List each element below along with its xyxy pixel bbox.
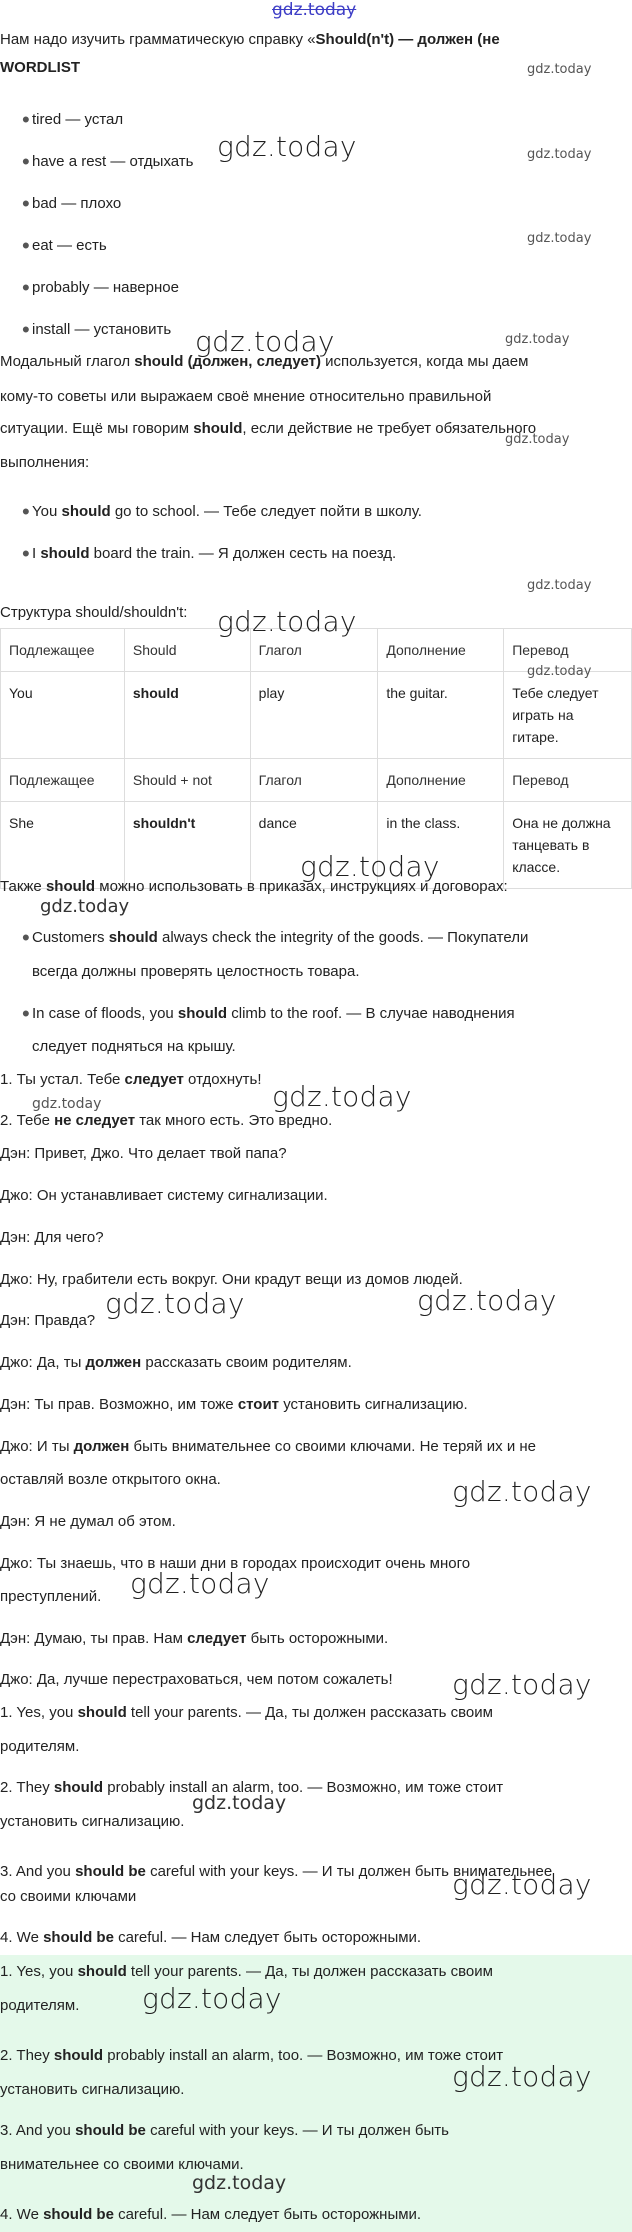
bold-text: should (193, 420, 243, 437)
table-header-row (1, 759, 632, 802)
text: Customers (32, 929, 109, 946)
dialogue-line: Джо: Ну, грабители есть вокруг. Они крадут вещи из домов людей. (0, 1271, 463, 1288)
table-cell: Подлежащее (1, 629, 125, 672)
bold-text: should (должен, следует) (134, 353, 321, 370)
text: careful. — Нам следует быть осторожными. (113, 1929, 422, 1946)
bullet-dot: • (22, 499, 30, 524)
table-cell: Дополнение (378, 629, 504, 672)
text: Джо: Да, ты (0, 1354, 86, 1371)
bullet-dot: • (22, 107, 30, 132)
watermark: gdz.today (40, 896, 130, 917)
watermark: gdz.today (452, 1868, 592, 1901)
text: Джо: И ты (0, 1438, 74, 1455)
text: 1. Yes, you (0, 1704, 78, 1721)
answer-line: со своими ключами (0, 1888, 137, 1905)
dialogue-line: преступлений. (0, 1588, 102, 1605)
dialogue-line: Джо: Да, лучше перестраховаться, чем потом сожалеть! (0, 1671, 393, 1688)
text: 3. And you (0, 1863, 76, 1880)
bold-text: should (53, 1779, 104, 1796)
watermark: gdz.today (105, 1287, 245, 1320)
bullet-dot: • (22, 925, 30, 950)
answer-line (0, 1070, 262, 1090)
dialogue-line: Дэн: Для чего? (0, 1229, 104, 1246)
table-cell: shouldn't (124, 802, 250, 889)
text: отдохнуть! (183, 1071, 262, 1088)
bullet-dot: • (22, 191, 30, 216)
answer-line (0, 1703, 493, 1723)
text: установить сигнализацию. (279, 1396, 468, 1413)
watermark: gdz.today (300, 850, 440, 883)
table-cell: in the class. (378, 802, 504, 889)
table-cell: Глагол (250, 629, 378, 672)
bold-text: should (61, 503, 111, 520)
word-item: install — установить (32, 321, 172, 338)
bold-text: should be (75, 1863, 146, 1880)
watermark: gdz.today (505, 332, 570, 347)
dialogue-line: Джо: Ты знаешь, что в наши дни в городах происходит очень много (0, 1555, 471, 1572)
text: 1. Yes, you (0, 1963, 78, 1980)
text: go to school. — Тебе следует пойти в школу. (110, 503, 422, 520)
grammar-line (0, 419, 536, 439)
bold-text: should (45, 878, 96, 895)
bold-text: should (108, 929, 158, 946)
watermark: gdz.today (527, 147, 592, 162)
answer-line (0, 1111, 332, 1131)
text: 2. Тебе (0, 1112, 55, 1129)
example-item (32, 928, 528, 948)
watermark: gdz.today (452, 1475, 592, 1508)
intro-line (0, 30, 500, 50)
table-cell: Глагол (250, 759, 378, 802)
bold-text: should (40, 545, 90, 562)
watermark: gdz.today (505, 432, 570, 447)
intro-text: Нам надо изучить грамматическую справку « (0, 31, 316, 48)
text: можно использовать в приказах, инструкциях и договорах: (95, 878, 508, 895)
text: 2. They (0, 2047, 54, 2064)
text: 3. And you (0, 2122, 76, 2139)
text: In case of floods, you (32, 1005, 178, 1022)
watermark: gdz.today (527, 62, 592, 77)
text: 4. We (0, 2206, 44, 2223)
structure-heading: Структура should/shouldn't: (0, 604, 188, 621)
text: You (32, 503, 62, 520)
bold-text: следует (187, 1630, 247, 1647)
example-item-cont: всегда должны проверять целостность товара. (32, 963, 360, 980)
watermark: gdz.today (452, 1668, 592, 1701)
watermark: gdz.today (142, 1982, 282, 2015)
table-cell: Дополнение (378, 759, 504, 802)
text: Дэн: Думаю, ты прав. Нам (0, 1630, 188, 1647)
text: probably install an alarm, too. — Возможно, им тоже стоит (103, 1779, 504, 1796)
example-item (32, 502, 422, 522)
answer-line (0, 1928, 421, 1948)
dialogue-line (0, 1629, 388, 1649)
watermark: gdz.today (417, 1284, 557, 1317)
dialogue-line: Дэн: Привет, Джо. Что делает твой папа? (0, 1145, 287, 1162)
wordlist-heading: WORDLIST (0, 59, 80, 76)
table-cell: Перевод (504, 629, 632, 672)
dialogue-line (0, 1395, 468, 1415)
text: tell your parents. — Да, ты должен рассказать своим (126, 1963, 493, 1980)
dialogue-line: оставляй возле открытого окна. (0, 1471, 221, 1488)
text: careful with your keys. — И ты должен быть (145, 2122, 449, 2139)
text: I (32, 545, 41, 562)
text: быть осторожными. (246, 1630, 389, 1647)
text: careful with your keys. — И ты должен быть внимательнее (145, 1863, 553, 1880)
example-item-cont: следует подняться на крышу. (32, 1038, 236, 1055)
dialogue-line: Джо: Он устанавливает систему сигнализации. (0, 1187, 328, 1204)
watermark: gdz.today (32, 1096, 102, 1112)
bold-text: should (77, 1704, 127, 1721)
bullet-dot: • (22, 1001, 30, 1026)
table-cell: dance (250, 802, 378, 889)
answer-line: установить сигнализацию. (0, 1813, 185, 1830)
text: быть внимательнее со своими ключами. Не теряй их и не (129, 1438, 537, 1455)
final-answer-line: установить сигнализацию. (0, 2081, 185, 2098)
intro-bold: Should(n't) — должен (не (315, 31, 500, 48)
text: рассказать своим родителям. (141, 1354, 352, 1371)
text: probably install an alarm, too. — Возможно, им тоже стоит (103, 2047, 504, 2064)
watermark: gdz.today (527, 231, 592, 246)
final-answer-line (0, 2046, 503, 2066)
text: Также (0, 878, 46, 895)
bullet-dot: • (22, 541, 30, 566)
table-cell: Подлежащее (1, 759, 125, 802)
text: Модальный глагол (0, 353, 135, 370)
bold-text: should (177, 1005, 228, 1022)
watermark: gdz.today (217, 130, 357, 163)
table-row (1, 672, 632, 759)
bold-text: should (53, 2047, 104, 2064)
watermark: gdz.today (130, 1567, 270, 1600)
bullet-dot: • (22, 149, 30, 174)
bold-text: не следует (54, 1112, 136, 1129)
answer-line: родителям. (0, 1738, 80, 1755)
dialogue-line: Дэн: Правда? (0, 1312, 96, 1329)
text: 1. Ты устал. Тебе (0, 1071, 125, 1088)
final-answer-line (0, 2205, 421, 2225)
word-item: bad — плохо (32, 195, 122, 212)
text: board the train. — Я должен сесть на поезд. (89, 545, 397, 562)
bold-text: стоит (237, 1396, 280, 1413)
table-cell: Should (124, 629, 250, 672)
watermark: gdz.today (217, 605, 357, 638)
bold-text: should be (43, 2206, 114, 2223)
grammar-line: выполнения: (0, 454, 90, 471)
text: 2. They (0, 1779, 54, 1796)
table-cell: Тебе следует играть на гитаре. (504, 672, 632, 759)
grammar-line: кому-то советы или выражаем своё мнение относительно правильной (0, 388, 492, 405)
final-answer-line: родителям. (0, 1997, 80, 2014)
watermark: gdz.today (272, 1080, 412, 1113)
dialogue-line (0, 1353, 352, 1373)
dialogue-line: Дэн: Я не думал об этом. (0, 1513, 176, 1530)
table-cell: Should + not (124, 759, 250, 802)
watermark: gdz.today (192, 1792, 287, 1814)
watermark: gdz.today (452, 2060, 592, 2093)
text: так много есть. Это вредно. (135, 1112, 333, 1129)
bullet-dot: • (22, 317, 30, 342)
bold-text: должен (73, 1438, 130, 1455)
bold-text: should (77, 1963, 127, 1980)
word-item: have a rest — отдыхать (32, 153, 194, 170)
final-answer-line (0, 1962, 493, 1982)
dialogue-line (0, 1437, 536, 1457)
bullet-dot: • (22, 275, 30, 300)
bullet-dot: • (22, 233, 30, 258)
table-cell: the guitar. (378, 672, 504, 759)
bold-text: должен (85, 1354, 142, 1371)
watermark: gdz.today (527, 578, 592, 593)
text: always check the integrity of the goods. — Покупатели (157, 929, 529, 946)
text: , если действие не требует обязательного (242, 420, 537, 437)
bold-text: should be (75, 2122, 146, 2139)
watermark: gdz.today (527, 664, 592, 679)
table-cell: should (124, 672, 250, 759)
text: careful. — Нам следует быть осторожными. (113, 2206, 422, 2223)
text: используется, когда мы даем (320, 353, 529, 370)
word-item: eat — есть (32, 237, 107, 254)
watermark: gdz.today (195, 325, 335, 358)
final-answer-line (0, 2121, 449, 2141)
table-cell: Перевод (504, 759, 632, 802)
watermark: gdz.today (192, 2172, 287, 2194)
text: Дэн: Ты прав. Возможно, им тоже (0, 1396, 238, 1413)
table-cell: Она не должна танцевать в классе. (504, 802, 632, 889)
text: tell your parents. — Да, ты должен рассказать своим (126, 1704, 493, 1721)
bold-text: should be (43, 1929, 114, 1946)
example-item (32, 1004, 515, 1024)
example-item (32, 544, 396, 564)
table-cell: play (250, 672, 378, 759)
table-cell: She (1, 802, 125, 889)
word-item: probably — наверное (32, 279, 179, 296)
final-answer-line: внимательнее со своими ключами. (0, 2156, 244, 2173)
table-cell: You (1, 672, 125, 759)
text: ситуации. Ещё мы говорим (0, 420, 194, 437)
bold-text: следует (124, 1071, 184, 1088)
word-item: tired — устал (32, 111, 124, 128)
watermark: gdz.today (272, 0, 357, 20)
text: 4. We (0, 1929, 44, 1946)
text: climb to the roof. — В случае наводнения (227, 1005, 515, 1022)
